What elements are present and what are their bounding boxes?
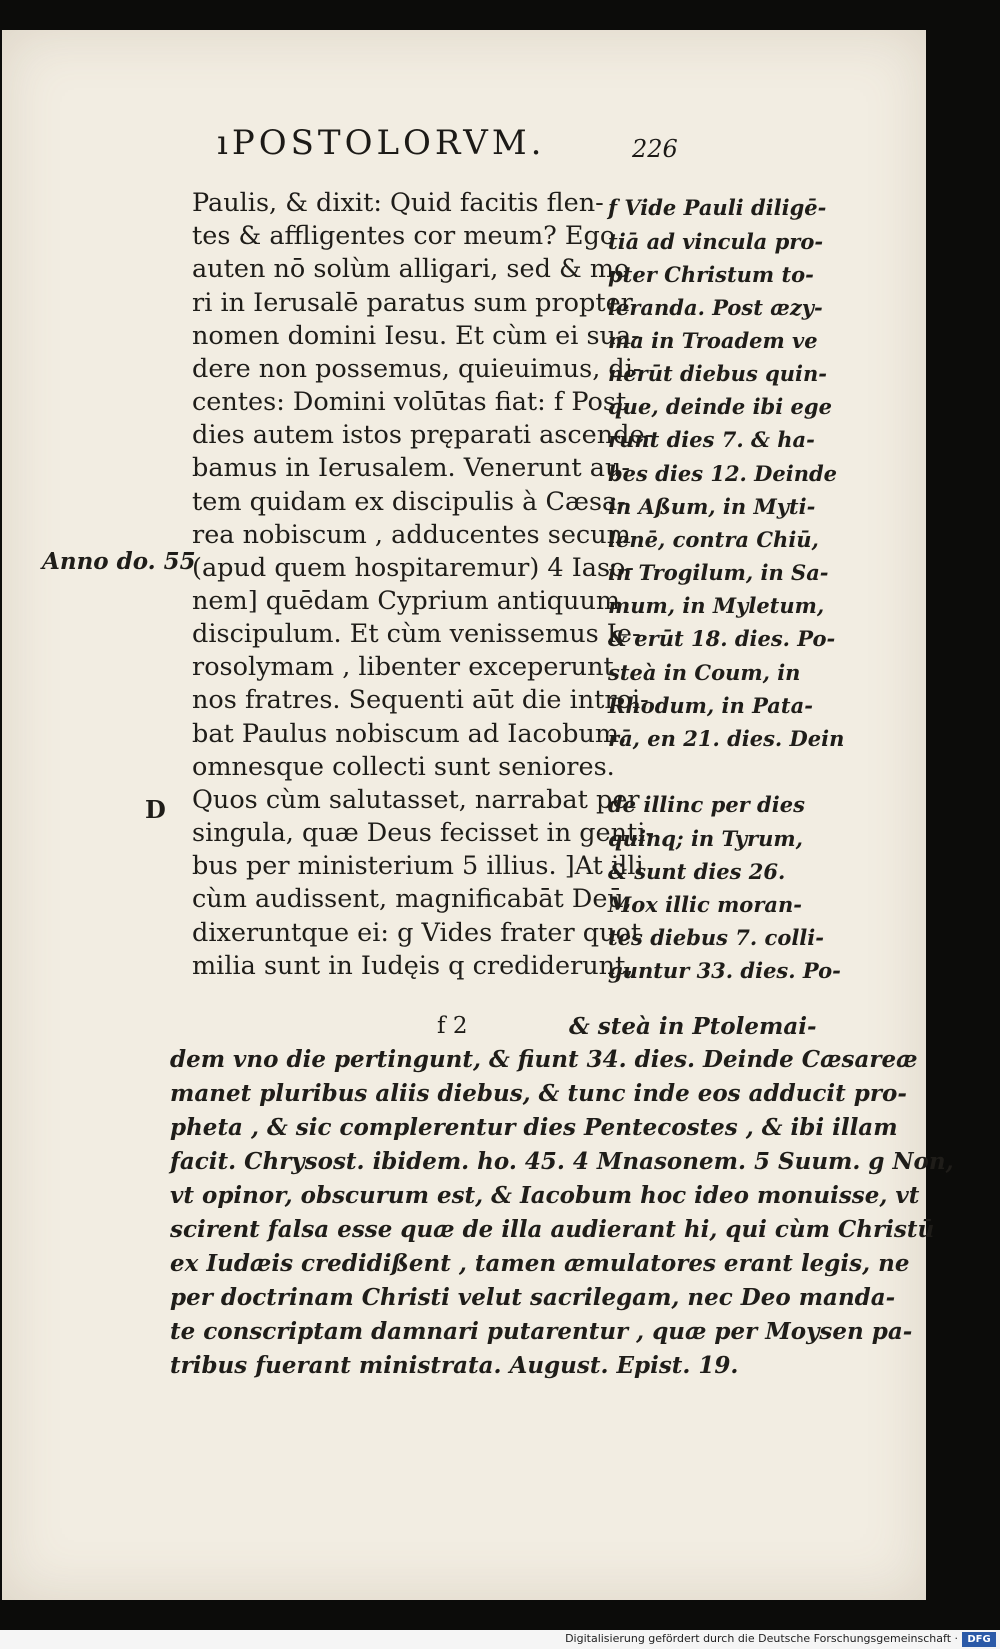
margin-note-line: steà in Coum, in: [608, 660, 801, 685]
main-text-line: dixeruntque ei: g Vides frater quot: [192, 918, 642, 948]
main-text-line: centes: Domini volūtas fiat: f Post: [192, 387, 627, 417]
main-text-line: (apud quem hospitaremur) 4 Iaso-: [192, 553, 635, 583]
margin-note-line: guntur 33. dies. Po-: [608, 958, 841, 983]
main-text-line: nomen domini Iesu. Et cùm ei sua-: [192, 321, 640, 351]
footnote-line: manet pluribus aliis diebus, & tunc inde eos adducit pro-: [170, 1080, 907, 1107]
footnote-line: vt opinor, obscurum est, & Iacobum hoc ideo monuisse, vt: [170, 1182, 920, 1209]
main-text-line: Quos cùm salutasset, narrabat per: [192, 785, 640, 815]
footnote-line: facit. Chrysost. ibidem. ho. 45. 4 Mnasonem. 5 Suum. g Non,: [170, 1148, 954, 1175]
main-text-line: auten nō solùm alligari, sed & mo: [192, 254, 630, 284]
signature-mark: f 2: [437, 1013, 468, 1039]
footnote-line: tribus fuerant ministrata. August. Epist. 19.: [170, 1352, 739, 1379]
margin-note-line: ma in Troadem ve: [608, 328, 818, 353]
book-page: [2, 30, 954, 1600]
section-letter: D: [145, 795, 166, 824]
main-text-line: tes & affligentes cor meum? Ego: [192, 221, 616, 251]
main-text-line: rosolymam , libenter exceperunt: [192, 652, 614, 682]
margin-note-line: in Trogilum, in Sa-: [608, 560, 829, 585]
margin-note-line: mum, in Myletum,: [608, 593, 825, 618]
footnote-line: te conscriptam damnari putarentur , quæ per Moysen pa-: [170, 1318, 913, 1345]
margin-note-line: runt dies 7. & ha-: [608, 427, 815, 452]
margin-note-line: quinq; in Tyrum,: [608, 826, 803, 851]
footnote-line: dem vno die pertingunt, & fiunt 34. dies. Deinde Cæsareæ: [170, 1046, 918, 1073]
digitization-footer: [0, 1630, 1000, 1649]
main-text-line: cùm audissent, magnificabāt Deū,: [192, 884, 632, 914]
margin-note-line: Rhodum, in Pata-: [608, 693, 813, 718]
main-text-line: Paulis, & dixit: Quid facitis flen-: [192, 188, 604, 218]
margin-note-line: de illinc per dies: [608, 792, 805, 817]
footnote-line: pheta , & sic complerentur dies Pentecostes , & ibi illam: [170, 1114, 898, 1141]
margin-note-line: que, deinde ibi ege: [608, 394, 832, 419]
margin-note-line: & erūt 18. dies. Po-: [608, 626, 836, 651]
main-text-line: nos fratres. Sequenti aūt die introi-: [192, 685, 649, 715]
catchword: & steà in Ptolemai-: [569, 1013, 817, 1040]
margin-note-line: pter Christum to-: [608, 262, 814, 287]
page-number: 226: [632, 135, 678, 163]
main-text-line: omnesque collecti sunt seniores.: [192, 752, 615, 782]
margin-note-line: lenē, contra Chiū,: [608, 527, 819, 552]
footnote-line: ex Iudæis credidißent , tamen æmulatores erant legis, ne: [170, 1250, 910, 1277]
main-text-line: dies autem istos pręparati ascende-: [192, 420, 654, 450]
dfg-logo[interactable]: DFG: [962, 1632, 996, 1647]
main-text-line: rea nobiscum , adducentes secum: [192, 520, 631, 550]
footnote-line: per doctrinam Christi velut sacrilegam, nec Deo manda-: [170, 1284, 896, 1311]
margin-note-line: nerūt diebus quin-: [608, 361, 827, 386]
running-head: ıPOSTOLORVM.: [217, 123, 546, 163]
main-text-line: ri in Ierusalē paratus sum propter: [192, 288, 633, 318]
main-text-line: tem quidam ex discipulis à Cæsa-: [192, 487, 626, 517]
margin-note-line: f Vide Pauli diligē-: [608, 195, 827, 220]
margin-note-line: & sunt dies 26.: [608, 859, 786, 884]
margin-note-line: bes dies 12. Deinde: [608, 461, 838, 486]
main-text-line: dere non possemus, quieuimus, di-: [192, 354, 642, 384]
footer-credit-text: Digitalisierung gefördert durch die Deutsche Forschungsgemeinschaft ·: [565, 1632, 958, 1645]
margin-note-line: in Aßum, in Myti-: [608, 494, 816, 519]
main-text-line: bus per ministerium 5 illius. ]At illi: [192, 851, 644, 881]
main-text-line: bamus in Ierusalem. Venerunt au-: [192, 453, 631, 483]
main-text-line: milia sunt in Iudęis q crediderunt,: [192, 951, 634, 981]
margin-note-line: tes diebus 7. colli-: [608, 925, 824, 950]
main-text-line: singula, quæ Deus fecisset in genti-: [192, 818, 655, 848]
margin-note-line: Mox illic moran-: [608, 892, 802, 917]
margin-note-line: leranda. Post æzy-: [608, 295, 823, 320]
margin-date: Anno do. 55: [42, 548, 196, 575]
main-text-line: nem] quēdam Cyprium antiquum: [192, 586, 621, 616]
margin-note-line: tiā ad vincula pro-: [608, 229, 824, 254]
main-text-line: bat Paulus nobiscum ad Iacobum,: [192, 719, 628, 749]
footnote-line: scirent falsa esse quæ de illa audierant hi, qui cùm Christū: [170, 1216, 935, 1243]
margin-note-line: rā, en 21. dies. Dein: [608, 726, 845, 751]
main-text-line: discipulum. Et cùm venissemus Ie-: [192, 619, 641, 649]
